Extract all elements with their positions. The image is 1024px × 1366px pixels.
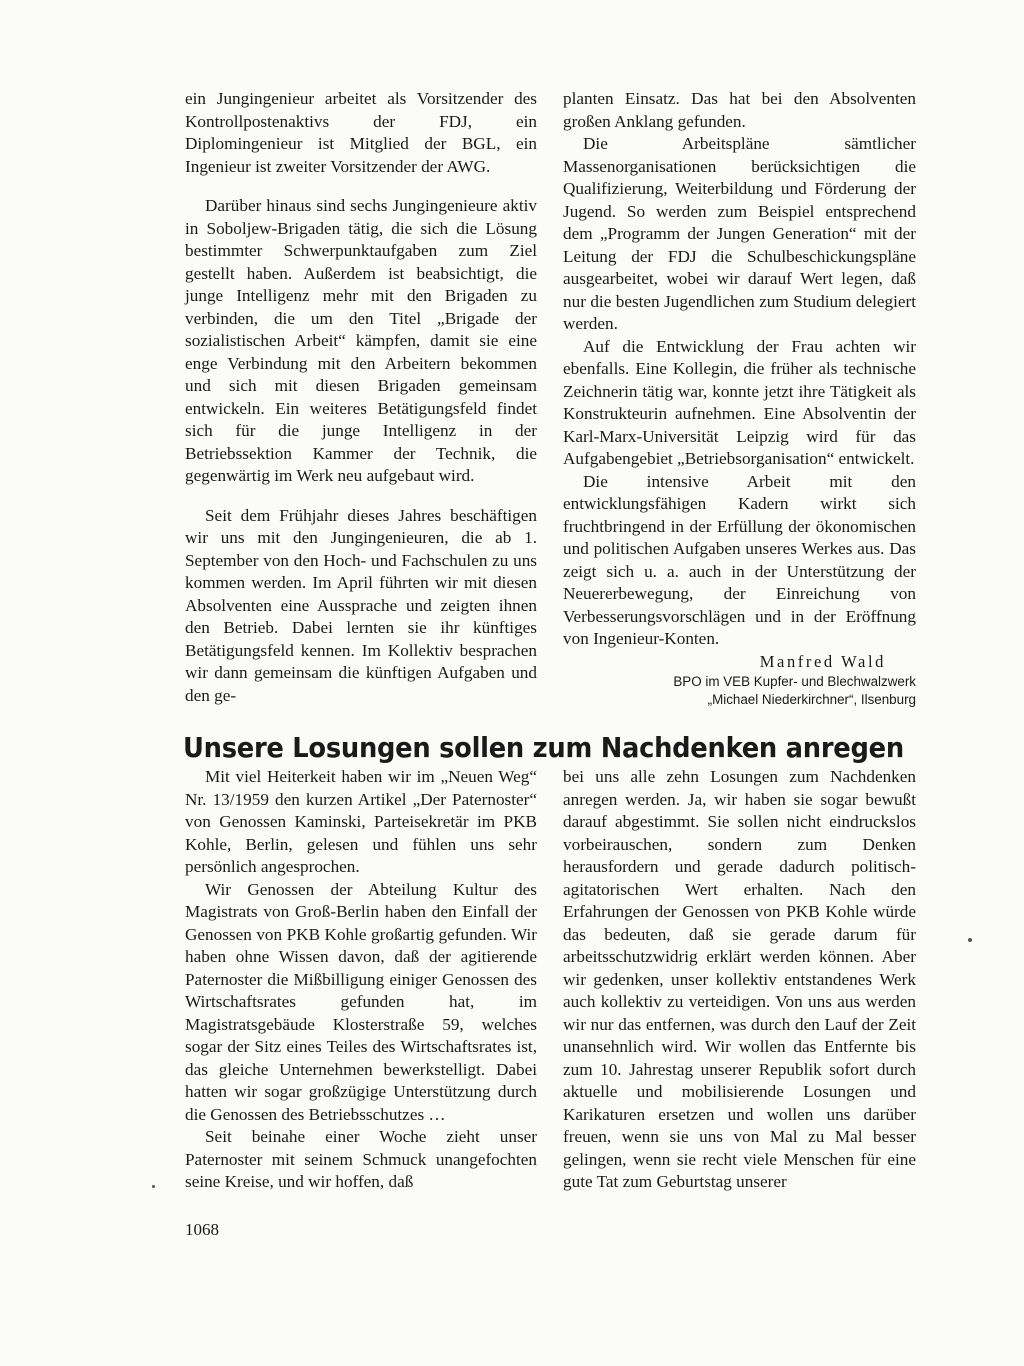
paragraph: Die Arbeitspläne sämtlicher Massenorganisationen berücksichtigen die Qualifizierung, Weiterbildung und Förderung der Jugend. So werden zum Beispiel entsprechend dem „Programm der Jungen Generation“ mit der Leitung der FDJ die Schulbeschickungspläne ausgearbeitet, wobei wir darauf Wert legen, daß nur die besten Jugendlichen zum Studium delegiert werden. [563, 134, 916, 333]
article2-left-column [185, 766, 537, 1194]
article1-right-column [563, 88, 916, 709]
paragraph: Auf die Entwicklung der Frau achten wir ebenfalls. Eine Kollegin, die früher als technische Zeichnerin tätig war, konnte jetzt ihre Tätigkeit als Konstrukteurin aufnehmen. Eine Absolventin der Karl-Marx-Universität Leipzig wird für das Aufgabengebiet „Betriebsorganisation“ entwickelt. [563, 336, 916, 468]
paragraph: bei uns alle zehn Losungen zum Nachdenken anregen werden. Ja, wir haben sie sogar bewußt darauf abgestimmt. Sie sollen nicht eindruckslos vorbeirauschen, sondern zum Denken herausfordern und gerade dadurch politisch-agitatorischen Wert erhalten. Nach den Erfahrungen der Genossen von PKB Kohle würde das bedeuten, daß sie gerade darum für arbeitsschutzwidrig erklärt werden können. Aber wir gedenken, unser kollektiv entstandenes Werk auch kollektiv zu verteidigen. Von uns aus werden wir nur das entfernen, was durch den Lauf der Zeit unansehnlich wird. Wir wollen das Entfernte bis zum 10. Jahrestag unserer Republik sofort durch aktuelle und mobilisierende Losungen und Karikaturen ersetzen und wollen uns darüber freuen, wenn sie uns von Mal zu Mal besser gelingen, wenn sie recht viele Menschen für eine gute Tat zum Geburtstag unserer [563, 767, 916, 1191]
paragraph: Wir Genossen der Abteilung Kultur des Magistrats von Groß-Berlin haben den Einfall der Genossen von PKB Kohle großartig gefunden. Wir haben ohne Wissen davon, daß der agitierende Paternoster die Mißbilligung einiger Genossen des Wirtschaftsrates gefunden hat, im Magistratsgebäude Klosterstraße 59, welches sogar der Sitz eines Teiles des Wirtschaftsrates ist, das gleiche Unternehmen bewerkstelligt. Dabei hatten wir sogar großzügige Unterstützung durch die Genossen des Betriebsschutzes … [185, 879, 537, 1124]
print-speck [968, 938, 972, 942]
print-speck [152, 1185, 155, 1188]
paragraph: Darüber hinaus sind sechs Jungingenieure aktiv in Soboljew-Brigaden tätig, die sich die Lösung bestimmter Schwerpunktaufgaben zum Ziel gestellt haben. Außerdem ist beabsichtigt, die junge Intelligenz mehr mit den Brigaden zu verbinden, die um den Titel „Brigade der sozialistischen Arbeit“ kämpfen, damit sie eine enge Verbindung mit den Arbeitern bekommen und sich mit diesen Brigaden gemeinsam entwickeln. Ein weiteres Betätigungsfeld findet sich für die junge Intelligenz in der Betriebssektion Kammer der Technik, die gegenwärtig im Werk neu aufgebaut wird. [185, 196, 537, 485]
paragraph: Seit dem Frühjahr dieses Jahres beschäftigen wir uns mit den Jungingenieuren, die ab 1. September von den Hoch- und Fachschulen zu uns kommen werden. Im April führten wir mit diesen Absolventen eine Aussprache und zeigten ihnen den Betrieb. Dabei lernten sie ihr künftiges Betätigungsfeld kennen. Im Kollektiv besprachen wir dann gemeinsam die künftigen Aufgaben und den ge- [185, 505, 537, 705]
article1-left-column [185, 88, 537, 707]
article2-right-column [563, 766, 916, 1194]
author-affiliation-line2: „Michael Niederkirchner“, Ilsenburg [707, 692, 916, 707]
paragraph: Seit beinahe einer Woche zieht unser Paternoster mit seinem Schmuck unangefochten seine Kreise, und wir hoffen, daß [185, 1127, 537, 1191]
paragraph: Mit viel Heiterkeit haben wir im „Neuen Weg“ Nr. 13/1959 den kurzen Artikel „Der Paternoster“ von Genossen Kaminski, Parteisekretär im PKB Kohle, Berlin, gelesen und fühlen uns sehr persönlich angesprochen. [185, 767, 537, 876]
paragraph: ein Jungingenieur arbeitet als Vorsitzender des Kontrollpostenaktivs der FDJ, ein Diplomingenieur ist Mitglied der BGL, ein Ingenieur ist zweiter Vorsitzender der AWG. [185, 89, 537, 176]
page-number: 1068 [185, 1220, 219, 1239]
author-affiliation-line1: BPO im VEB Kupfer- und Blechwalzwerk [673, 674, 916, 689]
paragraph: planten Einsatz. Das hat bei den Absolventen großen Anklang gefunden. [563, 89, 916, 131]
article2-headline: Unsere Losungen sollen zum Nachdenken anregen [183, 731, 904, 764]
author-signature: Manfred Wald [759, 651, 886, 671]
paragraph: Die intensive Arbeit mit den entwicklungsfähigen Kadern wirkt sich fruchtbringend in der Erfüllung der ökonomischen und politischen Aufgaben unseres Werkes aus. Das zeigt sich u. a. auch in der Unterstützung der Neuererbewegung, der Einreichung von Verbesserungsvorschlägen und in der Eröffnung von Ingenieur-Konten. [563, 471, 916, 648]
